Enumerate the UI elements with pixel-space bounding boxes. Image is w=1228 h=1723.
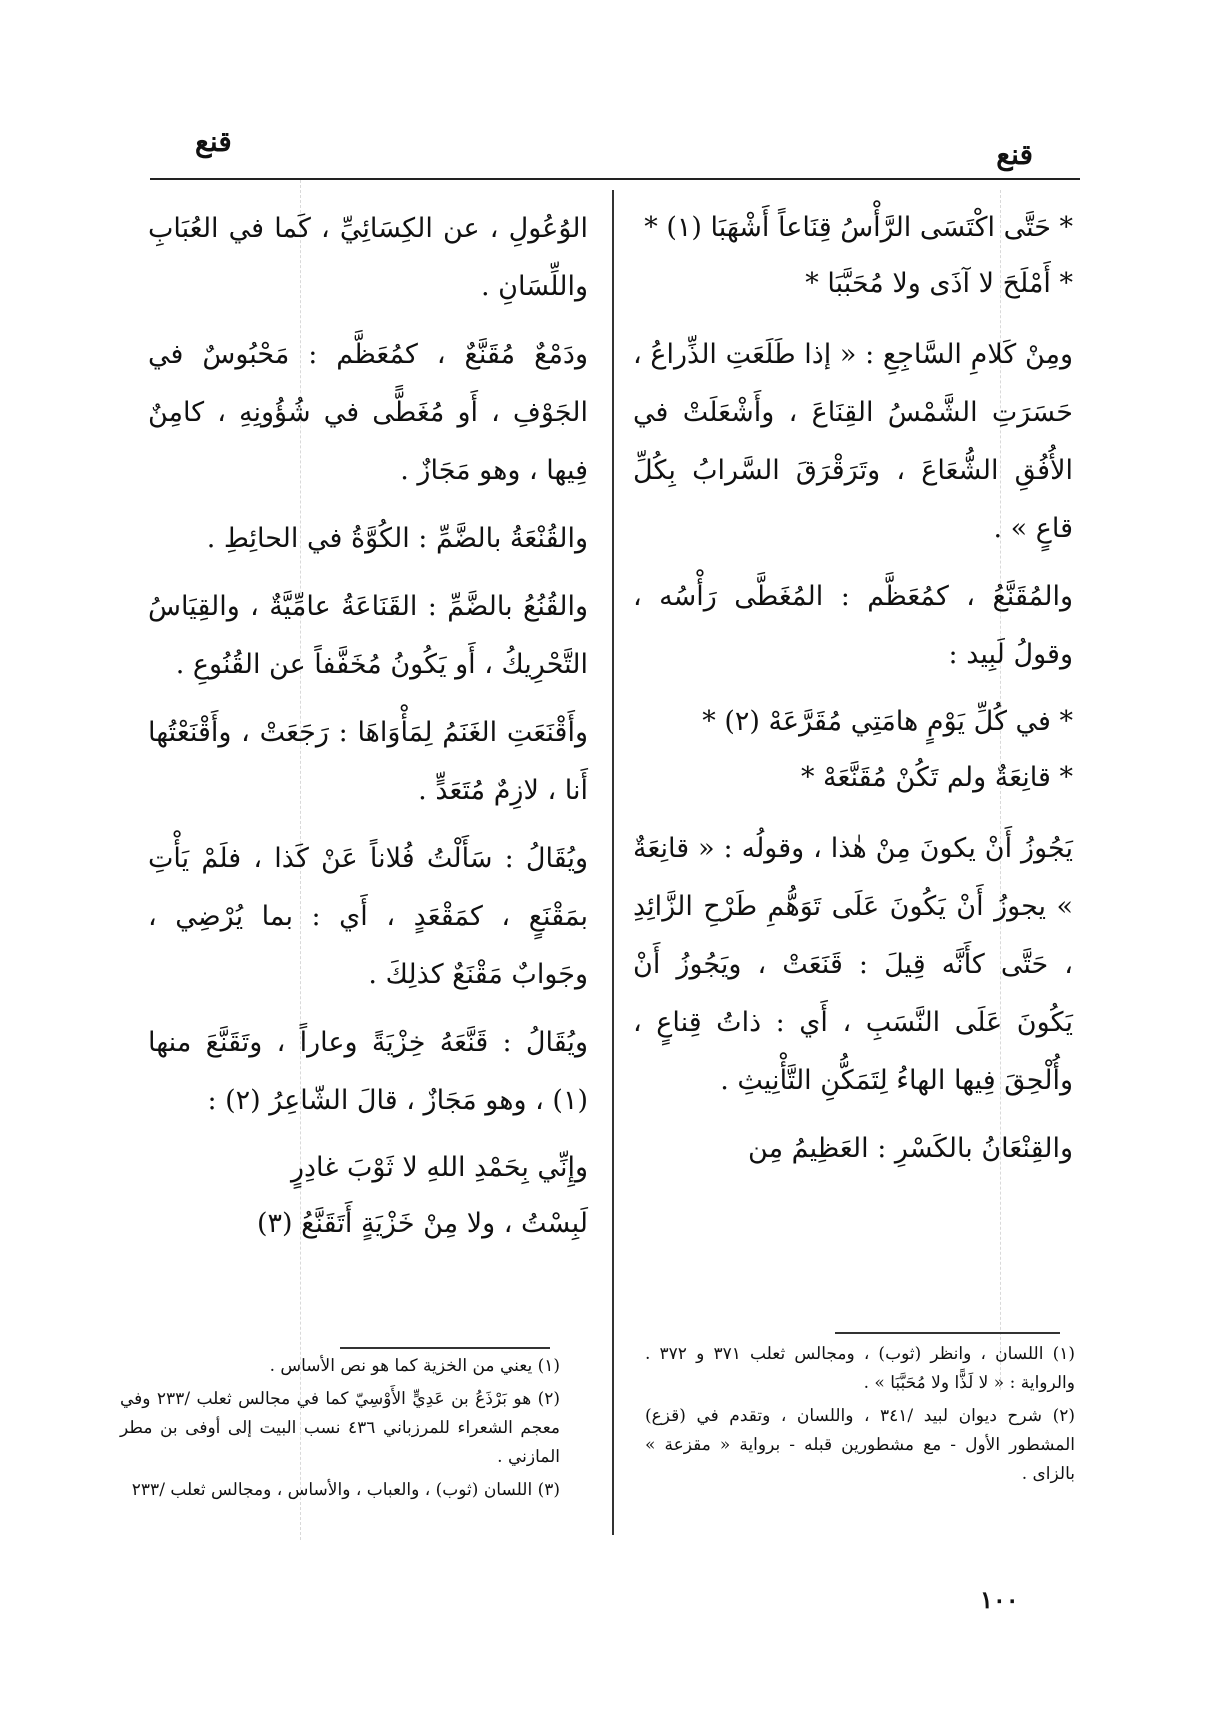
column-divider: [612, 190, 614, 1535]
verse-line: * في كُلِّ يَوْمٍ هامَتِي مُقَرَّعَهْ (٢) *: [702, 706, 1073, 737]
paragraph: ومِنْ كَلامِ السَّاجِعِ : « إذا طَلَعَتِ الذِّراعُ ، حَسَرَتِ الشَّمْسُ القِنَاعَ ، وأَشْعَلَتْ في الأُفُقِ الشُّعَاعَ ، وتَرَقْرَقَ السَّرابُ بِكُلِّ قاعٍ » .: [633, 339, 1073, 544]
header-rule: [150, 178, 1080, 180]
paragraph: والقُنْعَةُ بالضَّمِّ : الكُوَّةُ في الحائِطِ .: [206, 523, 588, 554]
paragraph: يَجُوزُ أَنْ يكونَ مِنْ هٰذا ، وقولُه : « قانِعَةٌ » يجوزُ أَنْ يَكُونَ عَلَى تَوَهُّمِ طَرْحِ الزَّائِدِ ، حَتَّى كأَنَّه قِيلَ : قَنَعَتْ ، ويَجُوزُ أَنْ يَكُونَ عَلَى النَّسَبِ ، أَي : ذاتُ قِناعٍ ، وأُلْحِقَ فِيها الهاءُ لِتَمَكُّنِ التَّأْنِيثِ .: [633, 833, 1073, 1096]
left-column: [148, 200, 588, 1252]
footnote: (٢) هو بَرْذَعُ بن عَدِيٍّ الأَوْسِيّ كما في مجالس ثعلب /٢٣٣ وفي معجم الشعراء للمرزباني ٤٣٦ نسب البيت إلى أوفى بن مطر المازني .: [120, 1389, 560, 1467]
paragraph: والقِنْعَانُ بالكَسْرِ : العَظِيمُ مِن: [748, 1133, 1073, 1164]
footnotes-left: [120, 1352, 560, 1509]
running-head-right: قنع: [996, 138, 1033, 171]
running-head-left: قنع: [195, 125, 232, 158]
paragraph: وأَقْنَعَتِ الغَنَمُ لِمَأْوَاهَا : رَجَعَتْ ، وأَقْنَعْتُها أَنا ، لازِمٌ مُتَعَدٍّ .: [148, 717, 588, 806]
footnote-rule: [835, 1332, 1060, 1334]
footnote: (١) يعني من الخزية كما هو نص الأساس .: [269, 1356, 560, 1376]
footnote: (١) اللسان ، وانظر (ثوب) ، ومجالس ثعلب ٣٧١ و ٣٧٢ . والرواية : « لا لَذًّا ولا مُحَبَّبَا » .: [645, 1344, 1075, 1393]
footnote: (٢) شرح ديوان لبيد /٣٤١ ، واللسان ، وتقدم في (قزع) المشطور الأول - مع مشطورين قبله - برواية « مقزعة » بالزاى .: [645, 1406, 1075, 1484]
right-column: [633, 200, 1073, 1188]
verse-line: * أَمْلَحَ لا آذَى ولا مُحَبَّبَا *: [805, 268, 1073, 299]
paragraph: ويُقَالُ : قَنَّعَهُ خِزْيَةً وعاراً ، وتَقَنَّعَ منها (١) ، وهو مَجَازٌ ، قالَ الشّاعِرُ (٢) :: [148, 1027, 588, 1116]
paragraph: ويُقَالُ : سَأَلْتُ فُلاناً عَنْ كَذا ، فلَمْ يَأْتِ بمَقْنَعٍ ، كمَقْعَدٍ ، أَي : بما يُرْضِي ، وجَوابٌ مَقْنَعٌ كذلِكَ .: [148, 843, 588, 990]
footnotes-right: [645, 1340, 1075, 1493]
page-number: ١٠٠: [980, 1585, 1019, 1614]
verse-line: لَبِسْتُ ، ولا مِنْ خَزْيَةٍ أَتَقَنَّعُ (٣): [256, 1208, 588, 1239]
paragraph: والقُنُعُ بالضَّمِّ : القَنَاعَةُ عامِّيَّةٌ ، والقِيَاسُ التَّحْرِيكُ ، أَو يَكُونُ مُخَفَّفاً عن القُنُوعِ .: [148, 591, 588, 680]
footnote: (٣) اللسان (ثوب) ، والعباب ، والأساس ، ومجالس ثعلب /٢٣٣: [131, 1480, 560, 1500]
paragraph: والمُقَنَّعُ ، كمُعَظَّم : المُغَطَّى رَأْسُه ، وقولُ لَبِيد :: [633, 581, 1073, 670]
paragraph: ودَمْعٌ مُقَنَّعٌ ، كمُعَظَّم : مَحْبُوسٌ في الجَوْفِ ، أَو مُغَطًّى في شُؤُونِهِ ، كامِنٌ فِيها ، وهو مَجَازٌ .: [148, 339, 588, 486]
footnote-rule: [340, 1347, 550, 1349]
verse-line: وإِنِّي بِحَمْدِ اللهِ لا ثَوْبَ غادِرٍ: [290, 1152, 588, 1183]
paragraph: الوُعُولِ ، عن الكِسَائِيِّ ، كَما في العُبَابِ واللِّسَانِ .: [148, 213, 588, 302]
verse-line: * حَتَّى اكْتَسَى الرَّأْسُ قِنَاعاً أَشْهَبَا (١) *: [644, 212, 1073, 243]
verse-line: * قانِعَةٌ ولم تَكُنْ مُقَنَّعَهْ *: [800, 762, 1073, 793]
